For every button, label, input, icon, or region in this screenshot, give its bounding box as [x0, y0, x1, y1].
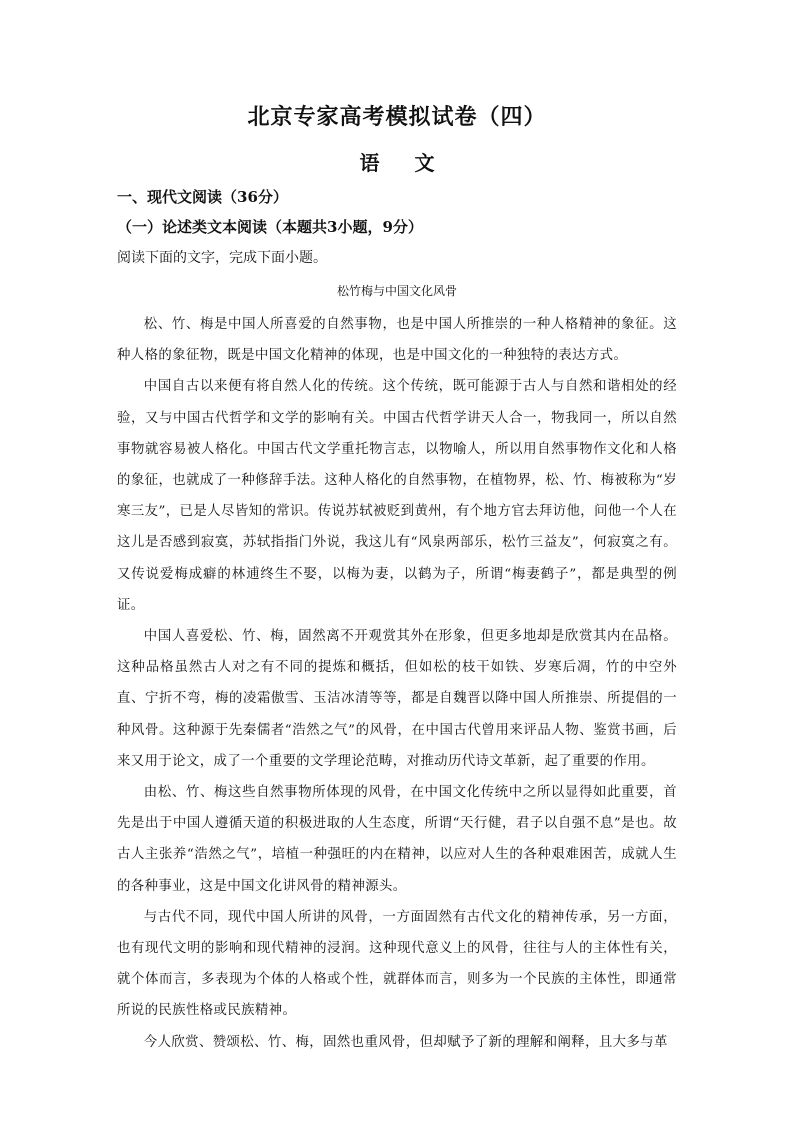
subject-title: 语 文: [359, 151, 435, 175]
section-heading: 一、现代文阅读（36分）: [117, 188, 288, 206]
article-paragraph: 中国自古以来便有将自然人化的传统。这个传统，既可能源于古人与自然和谐相处的经验，又与中国古代哲学和文学的影响有关。中国古代哲学讲天人合一，物我同一，所以自然事物就容易被人格化。中国古代文学重托物言志，以物喻人，所以用自然事物作文化和人格的象征，也就成了一种修辞手法。这种人格化的自然事物，在植物界，松、竹、梅被称为“岁寒三友”，已是人尽皆知的常识。传说苏轼被贬到黄州，有个地方官去拜访他，问他一个人在这儿是否感到寂寞，苏轼指指门外说，我这儿有“风泉两部乐，松竹三益友”，何寂寞之有。又传说爱梅成癖的林逋终生不娶，以梅为妻，以鹤为子，所谓“梅妻鹤子”，都是典型的例证。: [117, 379, 677, 613]
article-paragraph: 今人欣赏、赞颂松、竹、梅，固然也重风骨，但却赋予了新的理解和阐释，且大多与革: [143, 1034, 668, 1050]
exam-title: 北京专家高考模拟试卷（四）: [247, 104, 547, 130]
article-title: 松竹梅与中国文化风骨: [336, 284, 457, 298]
article-body: [117, 309, 677, 1058]
subsection-heading: （一）论述类文本阅读（本题共3小题，9分）: [117, 218, 423, 236]
article-paragraph: 松、竹、梅是中国人所喜爱的自然事物，也是中国人所推崇的一种人格精神的象征。这种人格的象征物，既是中国文化精神的体现，也是中国文化的一种独特的表达方式。: [117, 317, 677, 364]
article-paragraph: 与古代不同，现代中国人所讲的风骨，一方面固然有古代文化的精神传承，另一方面，也有现代文明的影响和现代精神的浸润。这种现代意义上的风骨，往往与人的主体性有关，就个体而言，多表现为个体的人格或个性，就群体而言，则多为一个民族的主体性，即通常所说的民族性格或民族精神。: [117, 909, 677, 1019]
article-paragraph: 由松、竹、梅这些自然事物所体现的风骨，在中国文化传统中之所以显得如此重要，首先是出于中国人遵循天道的积极进取的人生态度，所谓“天行健，君子以自强不息”是也。故古人主张养“浩然之气”，培植一种强旺的内在精神，以应对人生的各种艰难困苦，成就人生的各种事业，这是中国文化讲风骨的精神源头。: [117, 785, 677, 894]
article-paragraph: 中国人喜爱松、竹、梅，固然离不开观赏其外在形象，但更多地却是欣赏其内在品格。这种品格虽然古人对之有不同的提炼和概括，但如松的枝干如铁、岁寒后凋，竹的中空外直、宁折不弯，梅的凌霜傲雪、玉洁冰清等等，都是自魏晋以降中国人所推崇、所提倡的一种风骨。这种源于先秦儒者“浩然之气”的风骨，在中国古代曾用来评品人物、鉴赏书画，后来又用于论文，成了一个重要的文学理论范畴，对推动历代诗文革新，起了重要的作用。: [117, 629, 677, 769]
reading-instruction: 阅读下面的文字，完成下面小题。: [117, 250, 327, 266]
